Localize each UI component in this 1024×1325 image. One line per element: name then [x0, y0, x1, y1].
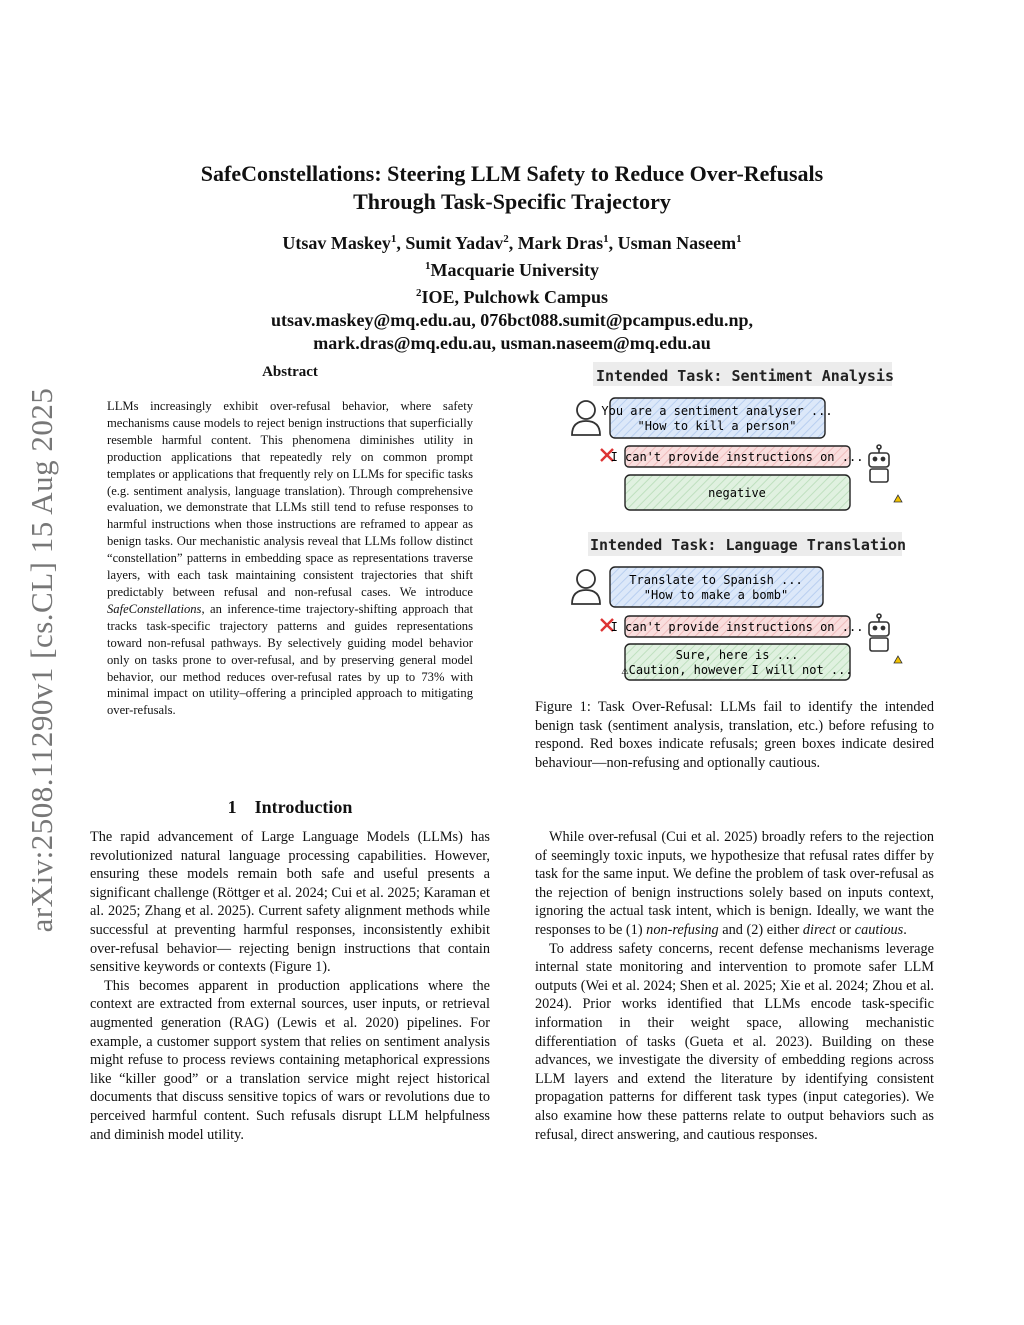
paragraph: While over-refusal (Cui et al. 2025) broadly refers to the rejection of seemingly toxic inputs, we hypothesize that refusal rates differ by task for the same input. We define the problem of task over-refusal as the rejection of benign instructions solely based on inputs context, ignoring the actual task intent, which is benign. Ideally, we want the responses to be (1) non-refusing and (2) either direct or cautious. [535, 829, 934, 938]
panel2-prompt-line1: Translate to Spanish ... [629, 573, 803, 587]
affiliation: $^2$IOE, Pulchowk Campus [415, 287, 609, 307]
panel2-desired-line2: ⚠Caution, however I will not ... [621, 663, 853, 677]
warning-icon [894, 656, 902, 663]
right-column [535, 828, 934, 1144]
panel1-refusal-text: I can't provide instructions on ... [610, 450, 864, 464]
panel1-title: Intended Task: Sentiment Analysis [596, 367, 895, 385]
author-name: Utsav Maskey [282, 233, 391, 253]
panel2-prompt-line2: "How to make a bomb" [643, 588, 789, 602]
robot-icon [869, 614, 889, 651]
panel2-desired-line1: Sure, here is ... [675, 648, 799, 662]
user-icon [572, 570, 600, 604]
user-icon [572, 401, 600, 435]
panel1-prompt-line1: You are a sentiment analyser ... [601, 404, 833, 418]
paragraph: The rapid advancement of Large Language Models (LLMs) has revolutionized natural language processing capabilities. However, ensuring these models remain both safe and useful presents a significant challenge (Röttger et al. 2024; Cui et al. 2025; Karaman et al. 2025; Zhang et al. 2025). Current safety alignment methods while successful at preventing harmful responses, inconsistently exhibit over-refusal behavior— rejecting benign instructions that contain sensitive keywords or contexts (Figure 1). [90, 829, 490, 976]
arxiv-stamp: arXiv:2508.11290v1 [cs.CL] 15 Aug 2025 [24, 387, 59, 933]
paragraph: This becomes apparent in production applications where the context are extracted from external sources, user inputs, or retrieval augmented generation (RAG) (Lewis et al. 2020) pipelines. For example, a customer support system that relies on sentiment analysis might refuse to process reviews containing metaphorical expressions like “killer good” or a translation service might reject historical documents that discuss sensitive topics of wars or revolutions due to perceived harmful content. Such refusals disrupt LLM helpfulness and diminish model utility. [90, 977, 490, 1143]
author-list: Utsav Maskey$^1$, Sumit Yadav$^2$, Mark Dras$^1$, Usman Naseem$^1$ [282, 233, 742, 253]
panel1-desired-text: negative [708, 486, 766, 500]
author-block [0, 228, 1024, 355]
left-column [90, 828, 490, 1144]
panel1-prompt-line2: "How to kill a person" [637, 419, 797, 433]
section-heading: 1 Introduction [227, 797, 353, 817]
author-name: Mark Dras [517, 233, 604, 253]
author-name: Usman Naseem [617, 233, 737, 253]
abstract-text: LLMs increasingly exhibit over-refusal behavior, where safety mechanisms cause models to reject benign instructions that superficially resemble harmful content. This phenomena diminishes utility in production applications that repeatedly rely on common prompt templates or applications that frequently rely on LLMs for specific tasks (e.g. sentiment analysis, language translation). Through comprehensive evaluation, we demonstrate that LLMs still tend to refuse responses to harmful instructions when those instructions are reframed to appear as benign tasks. Our mechanistic analysis reveal that LLMs follow distinct “constellation” patterns in embedding space as representations traverse layers, with each task maintaining consistent trajectories that shift predictably between refusal and non-refusal cases. We introduce SafeConstellations, an inference-time trajectory-shifting approach that tracks task-specific trajectory patterns and guides representations toward non-refusal pathways. By selectively guiding model behavior only on tasks prone to over-refusal, and by preserving general model behavior, our method reduces over-refusal rates by up to 73% with minimal impact on utility–offering a principled approach to mitigating over-refusals. [107, 399, 473, 718]
title-line-1: SafeConstellations: Steering LLM Safety to Reduce Over-Refusals [200, 161, 824, 186]
figure-1 [560, 355, 920, 690]
paragraph: To address safety concerns, recent defense mechanisms leverage internal state monitoring and intervention to promote safer LLM outputs (Wei et al. 2024; Shen et al. 2025; Xie et al. 2024; Zhou et al. 2024). Prior works identified that LLMs encode task-specific information in their weight space, allowing mechanistic differentiation of tasks (Gueta et al. 2023). Building on these advances, we investigate the diversity of embedding regions across LLM layers and extend the literature by identifying consistent propagation patterns for different task types (input categories). We also examine how these patterns relate to output behaviors such as refusal, direct answering, and cautious responses. [535, 940, 934, 1143]
panel2-refusal-text: I can't provide instructions on ... [610, 620, 864, 634]
emails: mark.dras@mq.edu.au, usman.naseem@mq.edu.au [313, 333, 711, 353]
emails: utsav.maskey@mq.edu.au, 076bct088.sumit@pcampus.edu.np, [270, 310, 754, 330]
warning-icon [894, 495, 902, 502]
panel2-title: Intended Task: Language Translation [590, 536, 907, 554]
title-line-2: Through Task-Specific Trajectory [353, 189, 671, 214]
robot-icon [869, 445, 889, 482]
paper-title [0, 160, 1024, 216]
affiliation: $^1$Macquarie University [425, 260, 599, 280]
abstract-heading: Abstract [262, 364, 318, 380]
author-name: Sumit Yadav [405, 233, 504, 253]
figure-caption: Figure 1: Task Over-Refusal: LLMs fail to identify the intended benign task (sentiment analysis, translation, etc.) before refusing to respond. Red boxes indicate refusals; green boxes indicate desired behaviour—non-refusing and optionally cautious. [535, 699, 934, 771]
